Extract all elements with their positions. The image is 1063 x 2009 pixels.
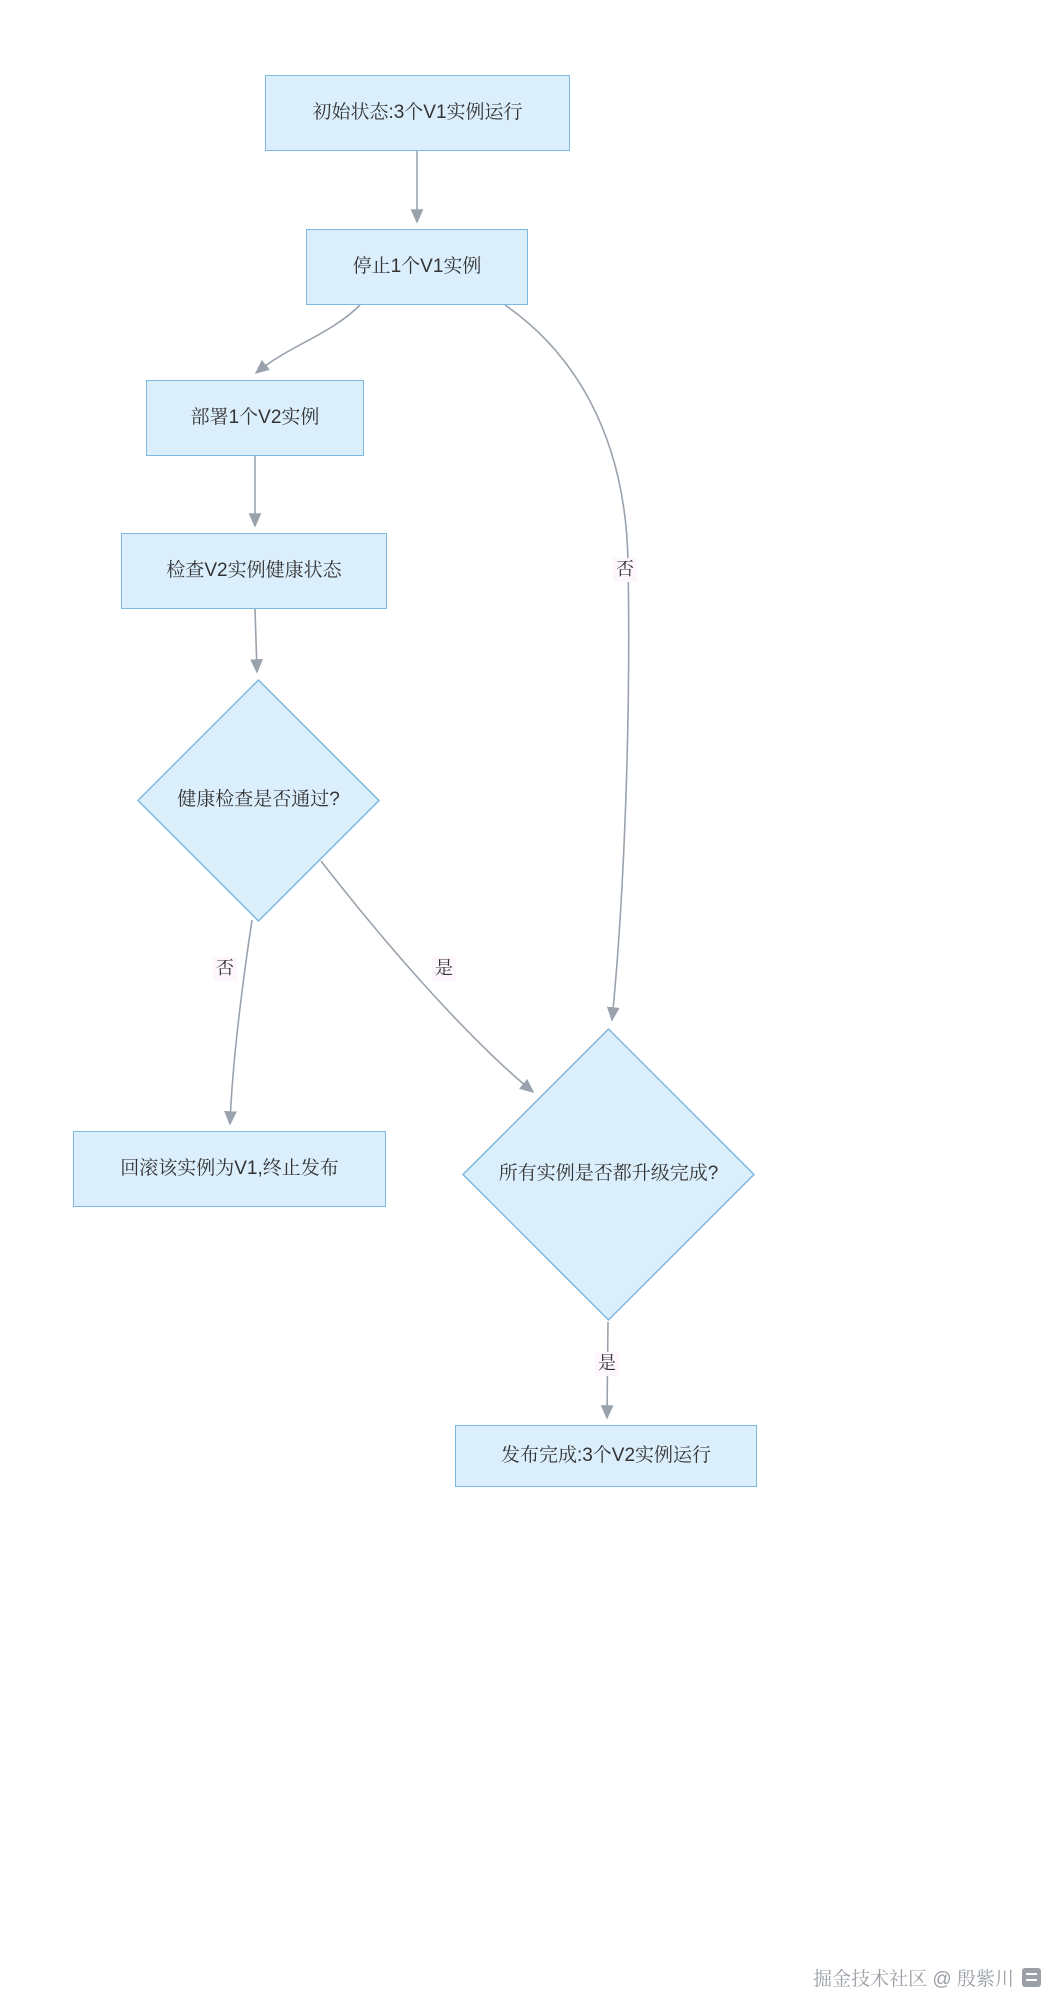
node-release-complete[interactable] [455, 1425, 757, 1487]
node-all-instances-upgraded-decision[interactable] [461, 1027, 756, 1322]
community-logo-icon [1022, 1968, 1041, 1987]
node-label: 检查V2实例健康状态 [166, 559, 342, 581]
edge-label-health-no: 否 [213, 957, 237, 981]
node-check-v2-health[interactable] [121, 533, 387, 609]
edge-label-stop-no: 否 [613, 558, 637, 582]
node-rollback-instance[interactable] [73, 1131, 386, 1207]
node-stop-one-v1[interactable] [306, 229, 528, 305]
node-initial-state[interactable] [265, 75, 570, 151]
node-label: 健康检查是否通过? [177, 789, 340, 811]
edge-stop-deploy [256, 305, 360, 373]
edge-health-rollback [230, 920, 252, 1124]
node-label: 发布完成:3个V2实例运行 [500, 1444, 712, 1466]
node-label: 停止1个V1实例 [352, 255, 482, 277]
watermark [813, 1964, 1041, 1991]
edge-stop-alldone [505, 305, 629, 1020]
watermark-text: 掘金技术社区 @ 殷紫川 [813, 1969, 1014, 1990]
node-label: 初始状态:3个V1实例运行 [312, 101, 523, 123]
node-health-check-decision[interactable] [136, 678, 381, 923]
node-label: 回滚该实例为V1,终止发布 [120, 1157, 339, 1179]
node-label: 部署1个V2实例 [190, 406, 320, 428]
edge-label-health-yes: 是 [432, 957, 456, 981]
edge-check-health [255, 609, 257, 672]
node-deploy-one-v2[interactable] [146, 380, 364, 456]
edge-label-alldone-yes: 是 [595, 1352, 619, 1376]
node-label: 所有实例是否都升级完成? [498, 1163, 719, 1185]
